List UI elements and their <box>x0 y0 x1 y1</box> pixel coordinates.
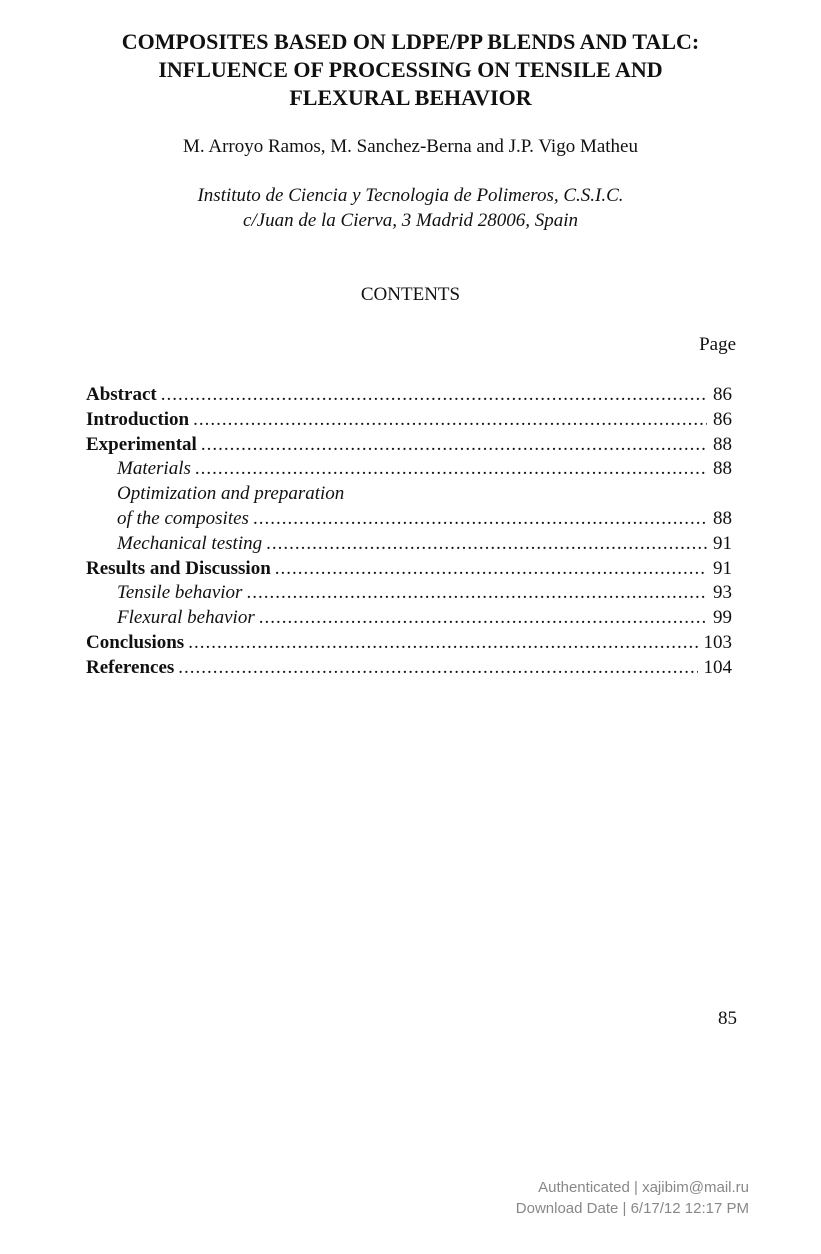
toc-leader-dots <box>266 532 707 557</box>
table-of-contents <box>86 383 732 681</box>
watermark-line: Authenticated | xajibim@mail.ru <box>538 1179 749 1196</box>
toc-entry-label: Abstract <box>86 384 157 405</box>
toc-entry-label: Experimental <box>86 433 197 455</box>
toc-entry-page: 93 <box>713 582 732 604</box>
toc-entry <box>86 433 732 458</box>
authors: M. Arroyo Ramos, M. Sanchez-Berna and J.P. Vigo Matheu <box>183 136 638 157</box>
toc-leader-dots <box>253 507 707 532</box>
toc-entry <box>86 606 732 631</box>
toc-entry-label: References <box>86 656 175 678</box>
article-title <box>60 28 761 112</box>
contents-heading: CONTENTS <box>360 284 461 305</box>
toc-entry <box>86 482 732 507</box>
toc-entry <box>86 408 732 433</box>
toc-entry <box>86 656 732 681</box>
toc-entry <box>86 507 732 532</box>
toc-entry-page: 91 <box>713 532 732 554</box>
toc-entry-page: 86 <box>713 408 732 430</box>
toc-entry-page: 104 <box>703 656 732 678</box>
toc-entry <box>86 557 732 582</box>
toc-entry <box>86 457 732 482</box>
toc-entry-label: of the composites <box>117 507 249 529</box>
toc-leader-dots <box>161 383 707 408</box>
toc-entry-label: Mechanical testing <box>117 532 263 554</box>
toc-entry-page: 88 <box>713 458 732 480</box>
toc-leader-dots <box>193 408 707 433</box>
toc-leader-dots <box>201 433 707 458</box>
toc-entry-label: Introduction <box>86 408 190 430</box>
toc-entry-page: 88 <box>713 433 732 455</box>
toc-leader-dots <box>259 606 707 631</box>
title-line: COMPOSITES BASED ON LDPE/PP BLENDS AND TALC: <box>121 29 700 54</box>
toc-entry-page: 91 <box>713 557 732 579</box>
toc-entry <box>86 532 732 557</box>
title-line: FLEXURAL BEHAVIOR <box>289 85 532 110</box>
toc-entry-label: Optimization and preparation <box>117 483 345 505</box>
toc-leader-dots <box>178 656 697 681</box>
toc-entry-label: Flexural behavior <box>117 607 255 629</box>
toc-leader-dots <box>275 557 707 582</box>
toc-entry <box>86 631 732 656</box>
title-line: INFLUENCE OF PROCESSING ON TENSILE AND <box>158 57 663 82</box>
page-column-label: Page <box>699 334 736 355</box>
toc-entry <box>86 383 732 408</box>
toc-entry-label: Results and Discussion <box>86 557 271 579</box>
watermark <box>516 1177 749 1219</box>
affiliation-line: Instituto de Ciencia y Tecnologia de Polimeros, C.S.I.C. <box>197 185 624 206</box>
toc-leader-dots <box>246 581 707 606</box>
affiliation-line: c/Juan de la Cierva, 3 Madrid 28006, Spain <box>242 210 579 231</box>
page-number: 85 <box>718 1008 737 1029</box>
watermark-line: Download Date | 6/17/12 12:17 PM <box>515 1200 749 1217</box>
toc-entry-page: 86 <box>713 384 732 405</box>
toc-entry-label: Materials <box>117 458 191 480</box>
toc-leader-dots <box>188 631 697 656</box>
toc-entry <box>86 581 732 606</box>
toc-entry-page: 99 <box>713 607 732 629</box>
toc-leader-dots <box>195 457 707 482</box>
affiliation <box>60 183 761 233</box>
toc-entry-page: 88 <box>713 507 732 529</box>
toc-entry-page: 103 <box>703 631 732 653</box>
toc-entry-label: Tensile behavior <box>117 582 243 604</box>
toc-entry-label: Conclusions <box>86 631 185 653</box>
